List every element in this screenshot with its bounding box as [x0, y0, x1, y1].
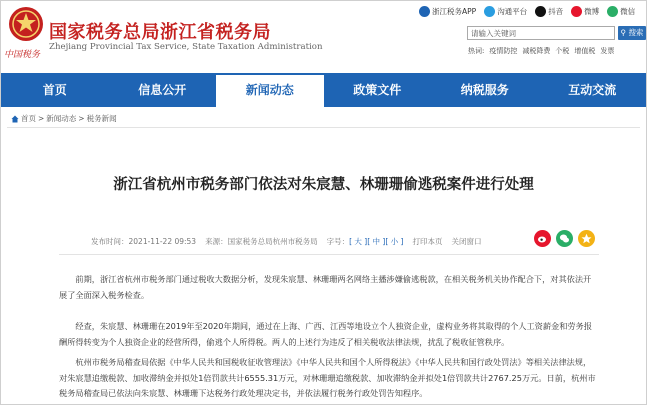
nav-item-info[interactable]: 信息公开: [138, 83, 187, 97]
logo-motto: 中国税务: [4, 50, 41, 60]
home-icon: [11, 115, 19, 123]
top-link-label: 沟通平台: [497, 7, 528, 16]
breadcrumb: [11, 113, 117, 124]
hot-word-link[interactable]: 个税: [555, 47, 570, 55]
breadcrumb-news[interactable]: 新闻动态: [46, 114, 77, 123]
breadcrumb-separator: >: [78, 114, 85, 123]
hot-words-label: 热词:: [468, 47, 485, 55]
top-link-label: 微博: [584, 7, 600, 16]
article-title: 浙江省杭州市税务部门依法对朱宸慧、林珊珊偷逃税案件进行处理: [113, 177, 534, 193]
weibo-icon[interactable]: [534, 230, 551, 247]
nav-item-service[interactable]: 纳税服务: [460, 83, 509, 97]
article-paragraph: 杭州市税务局稽查局依据《中华人民共和国税收征收管理法》《中华人民共和国个人所得税法》《中华人民共和国行政处罚法》等相关法律法规，对朱宸慧追缴税款、加收滞纳金并拟处1倍罚款共计6555.31万元，对林珊珊追缴税款、加收滞纳金并拟处1倍罚款共计2767.25万元。日前，杭州市税务局稽查局已依法向朱宸慧、林珊珊下达税务行政处理决定书，并依法履行税务行政处罚告知程序。: [59, 357, 596, 398]
top-link-label: 抖音: [548, 7, 564, 16]
nav-item-policy[interactable]: 政策文件: [353, 83, 402, 97]
top-link-app[interactable]: [419, 6, 476, 17]
main-nav: [1, 73, 646, 107]
share-bar: [534, 230, 595, 247]
print-link[interactable]: 打印本页: [412, 237, 443, 246]
tiktok-icon: [535, 6, 546, 17]
article-meta: [91, 236, 481, 247]
nav-item-interaction[interactable]: 互动交流: [568, 83, 617, 97]
tax-emblem-icon: [7, 5, 45, 43]
divider: [59, 254, 599, 255]
breadcrumb-separator: >: [38, 114, 45, 123]
search-button-label: 搜索: [628, 28, 644, 37]
publish-time: 发布时间：2021-11-22 09:53: [91, 237, 197, 246]
article-source: 来源：国家税务总局杭州市税务局: [205, 237, 318, 246]
font-size-label: 字号：: [326, 237, 350, 246]
wechat-icon[interactable]: [556, 230, 573, 247]
close-window-link[interactable]: 关闭窗口: [451, 237, 482, 246]
hot-word-link[interactable]: 增值税: [574, 47, 596, 55]
top-links: [419, 6, 635, 17]
breadcrumb-home[interactable]: 首页: [21, 114, 36, 123]
site-header: [1, 1, 646, 73]
qzone-icon[interactable]: [578, 230, 595, 247]
chat-icon: [484, 6, 495, 17]
weibo-icon: [571, 6, 582, 17]
font-size-medium[interactable]: [ 中 ]: [367, 237, 386, 246]
site-subtitle-en: Zhejiang Provincial Tax Service, State Taxation Administration: [49, 42, 323, 52]
hot-word-link[interactable]: 发票: [600, 47, 615, 55]
hot-word-link[interactable]: 减税降费: [522, 47, 551, 55]
hot-words: [468, 46, 614, 56]
divider: [7, 127, 640, 128]
search-icon: ⚲: [620, 28, 627, 37]
hot-word-link[interactable]: 疫情防控: [489, 47, 518, 55]
breadcrumb-tax-news[interactable]: 税务新闻: [86, 114, 117, 123]
wechat-icon: [607, 6, 618, 17]
search-input[interactable]: 请输入关键词: [467, 26, 615, 40]
article-paragraph: 前期，浙江省杭州市税务部门通过税收大数据分析，发现朱宸慧、林珊珊两名网络主播涉嫌偷逃税款，在相关税务机关协作配合下，对其依法开展了全面深入税务检查。: [59, 274, 592, 300]
top-link-wechat[interactable]: [607, 6, 635, 17]
font-size-large[interactable]: [ 大 ]: [349, 237, 368, 246]
nav-item-home[interactable]: 首页: [42, 83, 67, 97]
top-link-weibo[interactable]: [571, 6, 599, 17]
search-button[interactable]: [618, 26, 646, 40]
font-size-small[interactable]: [ 小 ]: [385, 237, 404, 246]
top-link-tiktok[interactable]: [535, 6, 563, 17]
top-link-label: 浙江税务APP: [432, 7, 477, 16]
article-paragraph: 经查，朱宸慧、林珊珊在2019年至2020年期间，通过在上海、广西、江西等地设立个人独资企业，虚构业务将其取得的个人工资薪金和劳务报酬所得转变为个人独资企业的经营所得，偷逃个人所得税。两人的上述行为违反了相关税收法律法规，扰乱了税收征管秩序。: [59, 321, 592, 347]
nav-item-news[interactable]: 新闻动态: [216, 73, 324, 107]
site-title[interactable]: 国家税务总局浙江省税务局: [49, 22, 271, 43]
top-link-label: 微信: [620, 7, 636, 16]
phone-icon: [419, 6, 430, 17]
top-link-platform[interactable]: [484, 6, 527, 17]
